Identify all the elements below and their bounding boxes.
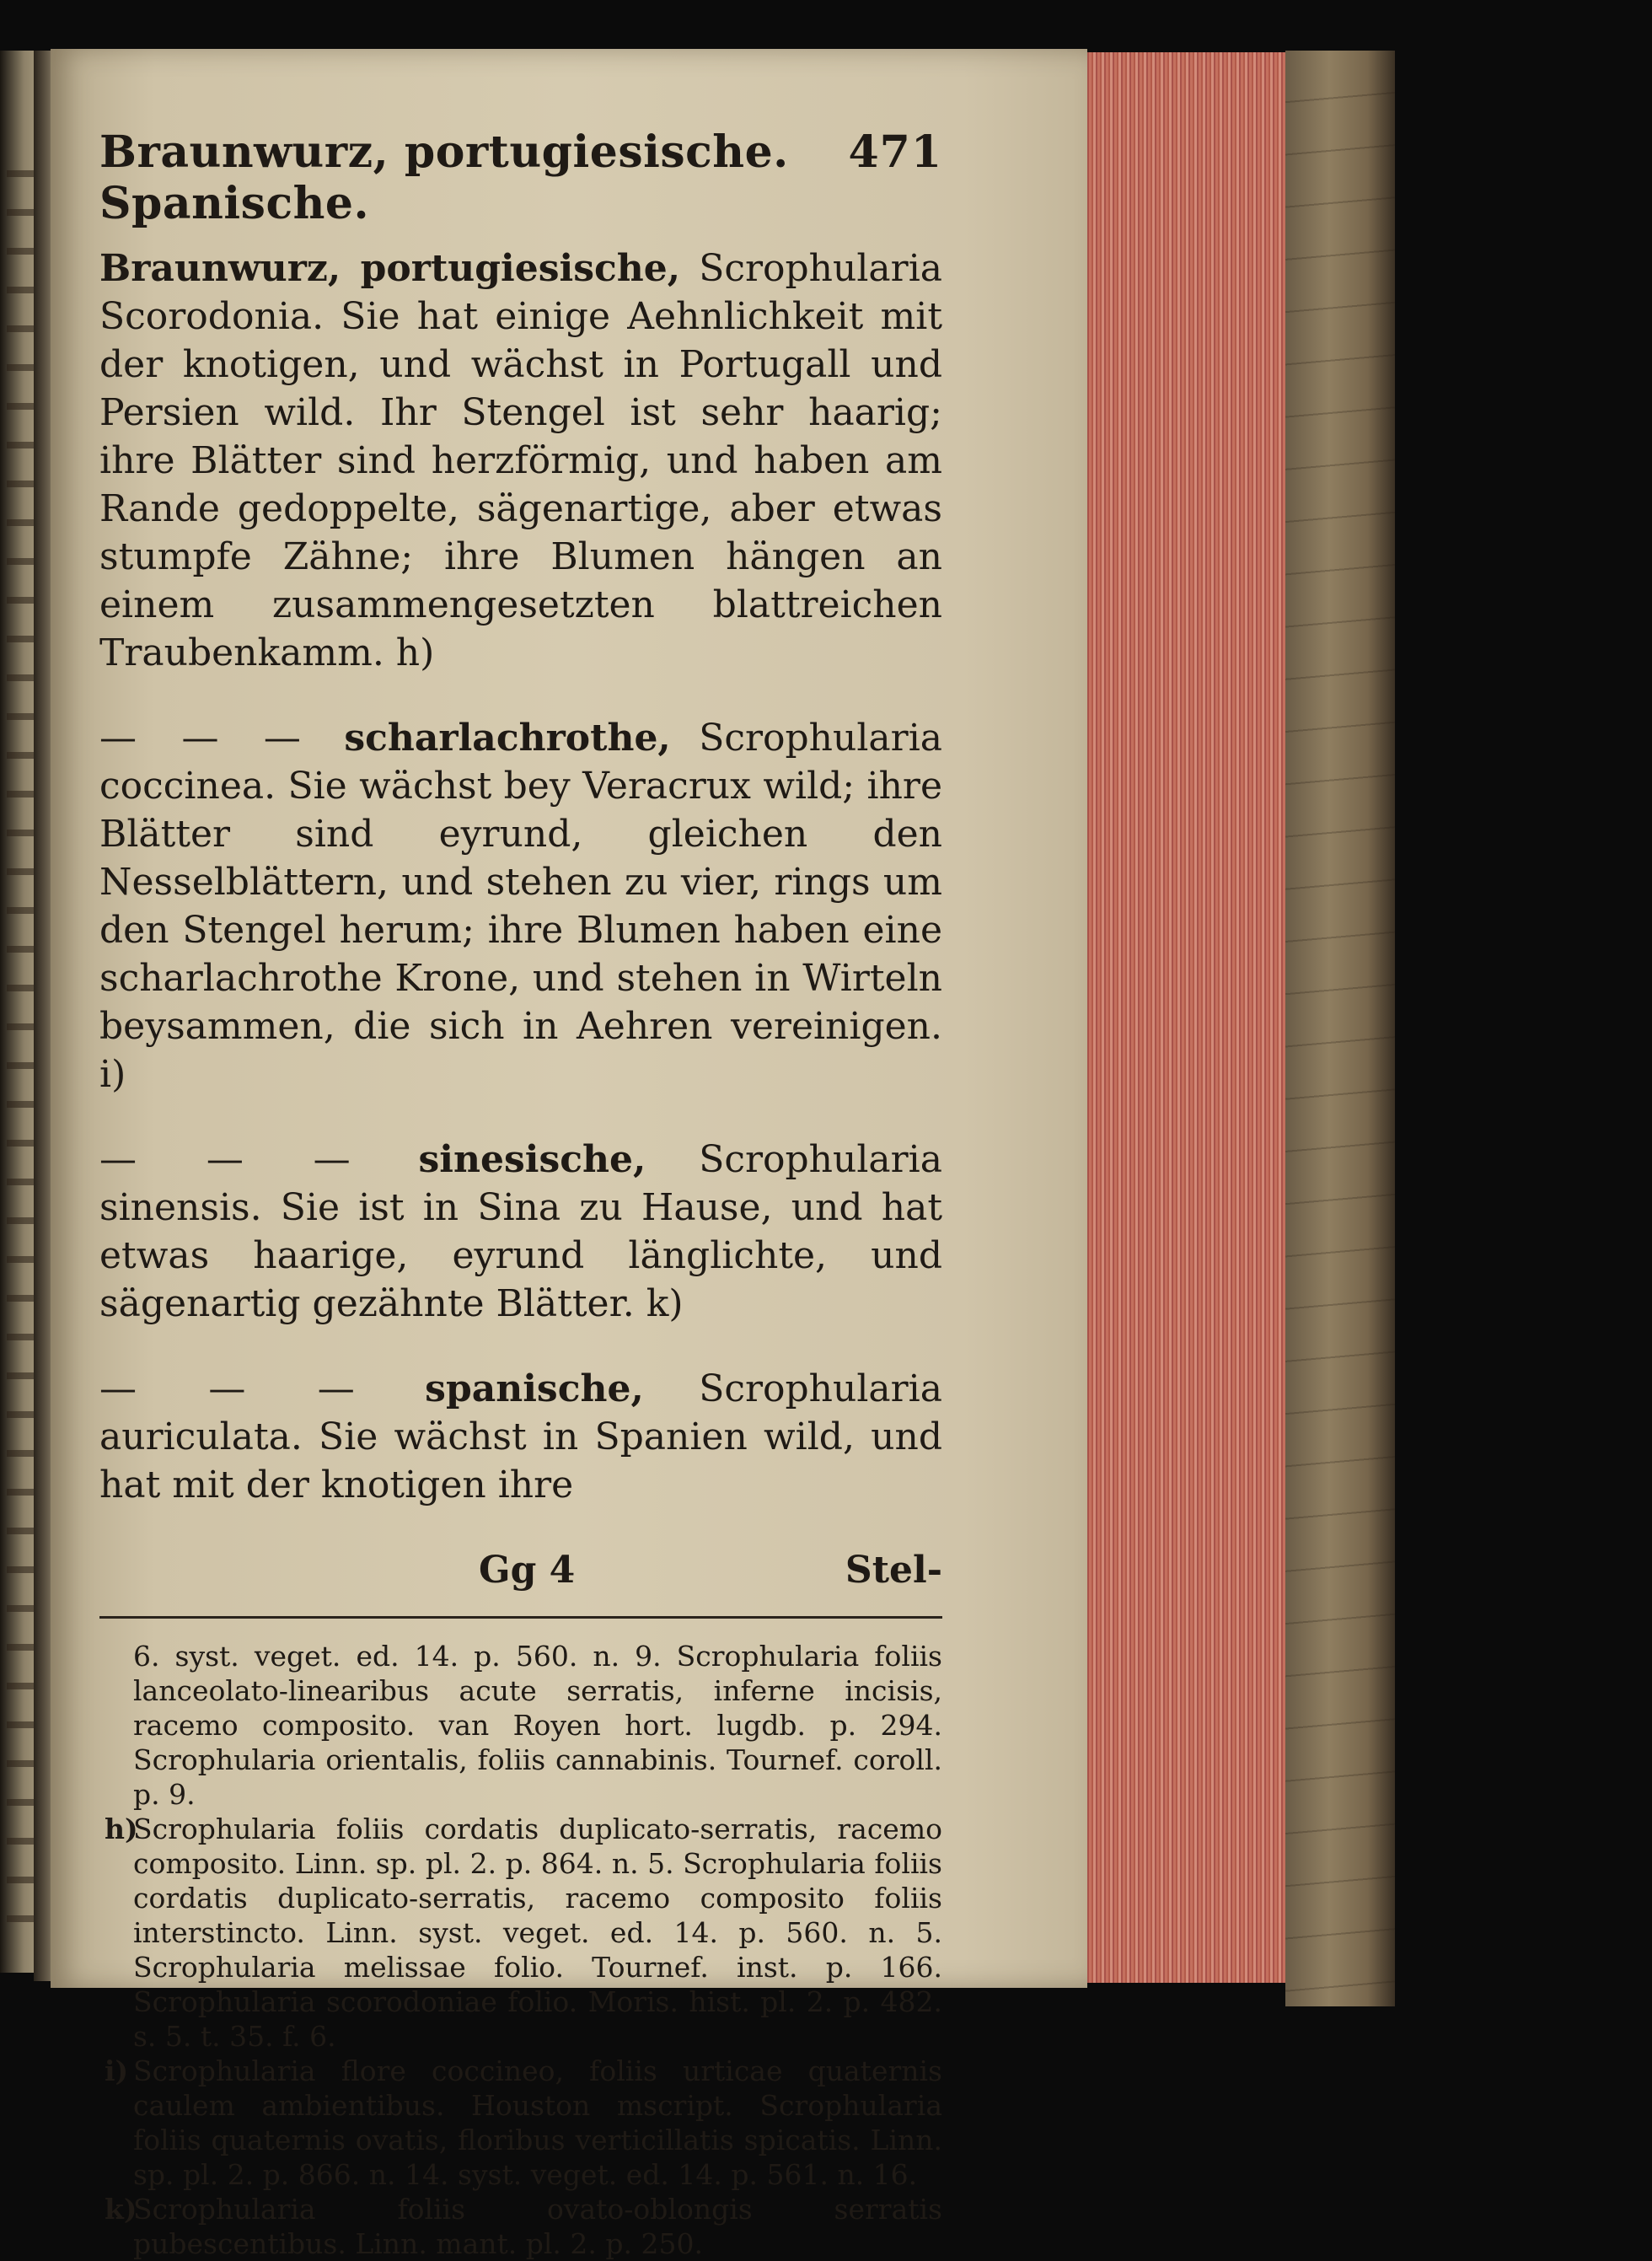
- footnote: [133, 1639, 942, 1812]
- entry-lemma: Braunwurz, portugiesische,: [99, 247, 681, 290]
- running-title: Braunwurz, portugiesische. Spanische.: [99, 126, 789, 229]
- signature-line: [99, 1546, 942, 1594]
- signature-mark: Gg 4: [479, 1549, 576, 1592]
- footnotes: [99, 1639, 942, 2261]
- footnote-text: Scrophularia foliis cordatis duplicato-serratis, racemo composito. Linn. sp. pl. 2. p. 864. n. 5. Scrophularia foliis cordatis duplicato-serratis, racemo composito foliis interstincto. Linn. syst. veget. ed. 14. p. 560. n. 5. Scrophularia melissae folio. Tournef. inst. p. 166. Scrophularia scorodoniae folio. Moris. hist. pl. 2. p. 482. s. 5. t. 35. f. 6.: [133, 1813, 942, 2053]
- footnote-mark: h): [105, 1813, 138, 1845]
- entry-dash: — — —: [99, 717, 309, 760]
- page-text-block: [99, 126, 942, 2261]
- entry-text: Scrophularia coccinea. Sie wächst bey Veracrux wild; ihre Blätter sind eyrund, gleichen den Nesselblättern, und stehen zu vier, rings um den Stengel herum; ihre Blumen haben eine scharlachrothe Krone, und stehen in Wirteln beysammen, die sich in Aehren vereinigen. i): [99, 717, 942, 1096]
- entry-lemma: scharlachrothe,: [344, 717, 671, 760]
- page-block-edges: [1081, 52, 1291, 1983]
- footnote: [105, 2192, 942, 2261]
- footnote-text: 6. syst. veget. ed. 14. p. 560. n. 9. Scrophularia foliis lanceolato-linearibus acute serratis, inferne incisis, racemo composito. van Royen hort. lugdb. p. 294. Scrophularia orientalis, foliis cannabinis. Tournef. coroll. p. 9.: [133, 1640, 942, 1811]
- entry-dash: — — —: [99, 1367, 363, 1410]
- entry-lemma: sinesische,: [418, 1138, 646, 1181]
- footnote: [105, 2054, 942, 2192]
- entry-sinesische: [99, 1136, 942, 1328]
- entry-text: Scrophularia auriculata. Sie wächst in Spanien wild, und hat mit der knotigen ihre: [99, 1367, 942, 1506]
- footnote-text: Scrophularia flore coccineo, foliis urticae quaternis caulem ambientibus. Houston mscript. Scrophularia foliis quaternis ovatis, floribus verticillatis spicatis. Linn. sp. pl. 2. p. 866. n. 14. syst. veget. ed. 14. p. 561. n. 16.: [133, 2054, 942, 2191]
- entry-scharlachrothe: [99, 714, 942, 1098]
- footnote-mark: k): [105, 2193, 137, 2226]
- entry-dash: — — —: [99, 1138, 359, 1181]
- entry-spanische: [99, 1365, 942, 1509]
- page-number: 471: [848, 126, 942, 178]
- entry-portugiesische: [99, 244, 942, 677]
- running-header: [99, 126, 942, 229]
- book-cover-board: [1285, 51, 1395, 2006]
- footnote-rule: [99, 1616, 942, 1619]
- footnote: [105, 1812, 942, 2054]
- footnote-text: Scrophularia foliis ovato-oblongis serratis pubescentibus. Linn. mant. pl. 2. p. 250.: [133, 2193, 942, 2260]
- entry-lemma: spanische,: [425, 1367, 644, 1410]
- footnote-mark: i): [105, 2054, 129, 2087]
- entry-text: Scrophularia Scorodonia. Sie hat einige Aehnlichkeit mit der knotigen, und wächst in Portugall und Persien wild. Ihr Stengel ist sehr haarig; ihre Blätter sind herzförmig, und haben am Rande gedoppelte, sägenartige, aber etwas stumpfe Zähne; ihre Blumen hängen an einem zusammengesetzten blattreichen Traubenkamm. h): [99, 247, 942, 674]
- entry-text: Scrophularia sinensis. Sie ist in Sina zu Hause, und hat etwas haarige, eyrund länglichte, und sägenartig gezähnte Blätter. k): [99, 1138, 942, 1325]
- catchword: Stel-: [845, 1549, 942, 1592]
